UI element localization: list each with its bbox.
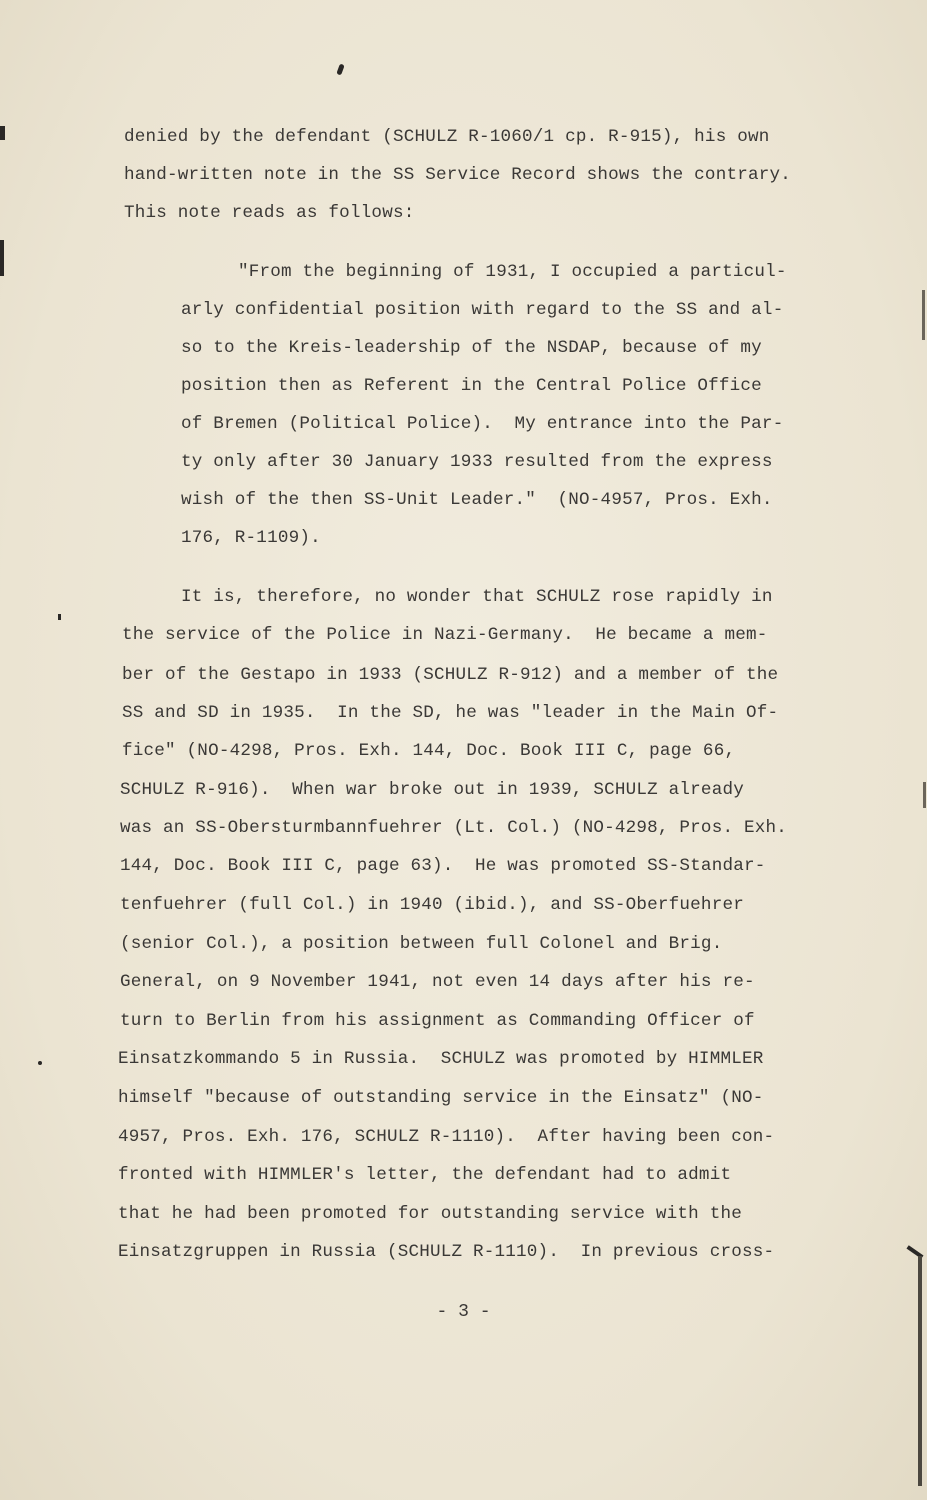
paragraph-2-line-3: ber of the Gestapo in 1933 (SCHULZ R-912) and a member of the bbox=[122, 665, 779, 685]
paragraph-2-line-5: fice" (NO-4298, Pros. Exh. 144, Doc. Book III C, page 66, bbox=[122, 741, 736, 761]
paragraph-2-line-7: was an SS-Obersturmbannfuehrer (Lt. Col.) (NO-4298, Pros. Exh. bbox=[120, 818, 787, 838]
paragraph-2-line-12: turn to Berlin from his assignment as Commanding Officer of bbox=[120, 1011, 755, 1031]
paragraph-2-line-17: that he had been promoted for outstanding service with the bbox=[118, 1204, 742, 1224]
scan-edge-mark bbox=[0, 126, 5, 140]
quote-line-2: arly confidential position with regard to the SS and al- bbox=[181, 300, 784, 320]
paragraph-2-line-14: himself "because of outstanding service in the Einsatz" (NO- bbox=[118, 1088, 764, 1108]
quote-line-8: 176, R-1109). bbox=[181, 528, 321, 548]
quote-line-7: wish of the then SS-Unit Leader." (NO-4957, Pros. Exh. bbox=[181, 490, 773, 510]
paragraph-1-line-3: This note reads as follows: bbox=[124, 203, 415, 223]
paragraph-2-line-4: SS and SD in 1935. In the SD, he was "leader in the Main Of- bbox=[122, 703, 779, 723]
paragraph-2-line-13: Einsatzkommando 5 in Russia. SCHULZ was promoted by HIMMLER bbox=[118, 1049, 764, 1069]
quote-line-1: "From the beginning of 1931, I occupied a particul- bbox=[238, 262, 787, 282]
paragraph-2-line-10: (senior Col.), a position between full Colonel and Brig. bbox=[120, 934, 723, 954]
quote-line-3: so to the Kreis-leadership of the NSDAP, because of my bbox=[181, 338, 762, 358]
scan-edge-mark bbox=[922, 290, 925, 340]
scan-speck bbox=[58, 614, 61, 620]
paragraph-2-line-9: tenfuehrer (full Col.) in 1940 (ibid.), and SS-Oberfuehrer bbox=[120, 895, 744, 915]
scan-edge-mark bbox=[923, 782, 926, 808]
paragraph-2-line-2: the service of the Police in Nazi-Germany. He became a mem- bbox=[122, 625, 768, 645]
scan-speck bbox=[38, 1061, 42, 1065]
scan-speck bbox=[336, 63, 344, 75]
quote-line-6: ty only after 30 January 1933 resulted from the express bbox=[181, 452, 773, 472]
quote-line-4: position then as Referent in the Central Police Office bbox=[181, 376, 762, 396]
paragraph-2-line-18: Einsatzgruppen in Russia (SCHULZ R-1110). In previous cross- bbox=[118, 1242, 775, 1262]
paragraph-2-line-1: It is, therefore, no wonder that SCHULZ rose rapidly in bbox=[181, 587, 773, 607]
paragraph-1-line-1: denied by the defendant (SCHULZ R-1060/1 cp. R-915), his own bbox=[124, 127, 770, 147]
paragraph-2-line-11: General, on 9 November 1941, not even 14 days after his re- bbox=[120, 972, 755, 992]
quote-line-5: of Bremen (Political Police). My entrance into the Par- bbox=[181, 414, 784, 434]
paragraph-2-line-15: 4957, Pros. Exh. 176, SCHULZ R-1110). After having been con- bbox=[118, 1127, 775, 1147]
page-number: - 3 - bbox=[436, 1302, 491, 1322]
paragraph-2-line-8: 144, Doc. Book III C, page 63). He was promoted SS-Standar- bbox=[120, 856, 766, 876]
paragraph-1-line-2: hand-written note in the SS Service Record shows the contrary. bbox=[124, 165, 791, 185]
paragraph-2-line-16: fronted with HIMMLER's letter, the defendant had to admit bbox=[118, 1165, 732, 1185]
paragraph-2-line-6: SCHULZ R-916). When war broke out in 1939, SCHULZ already bbox=[120, 780, 744, 800]
scan-edge-mark bbox=[918, 1256, 922, 1486]
scan-edge-mark bbox=[0, 240, 4, 276]
